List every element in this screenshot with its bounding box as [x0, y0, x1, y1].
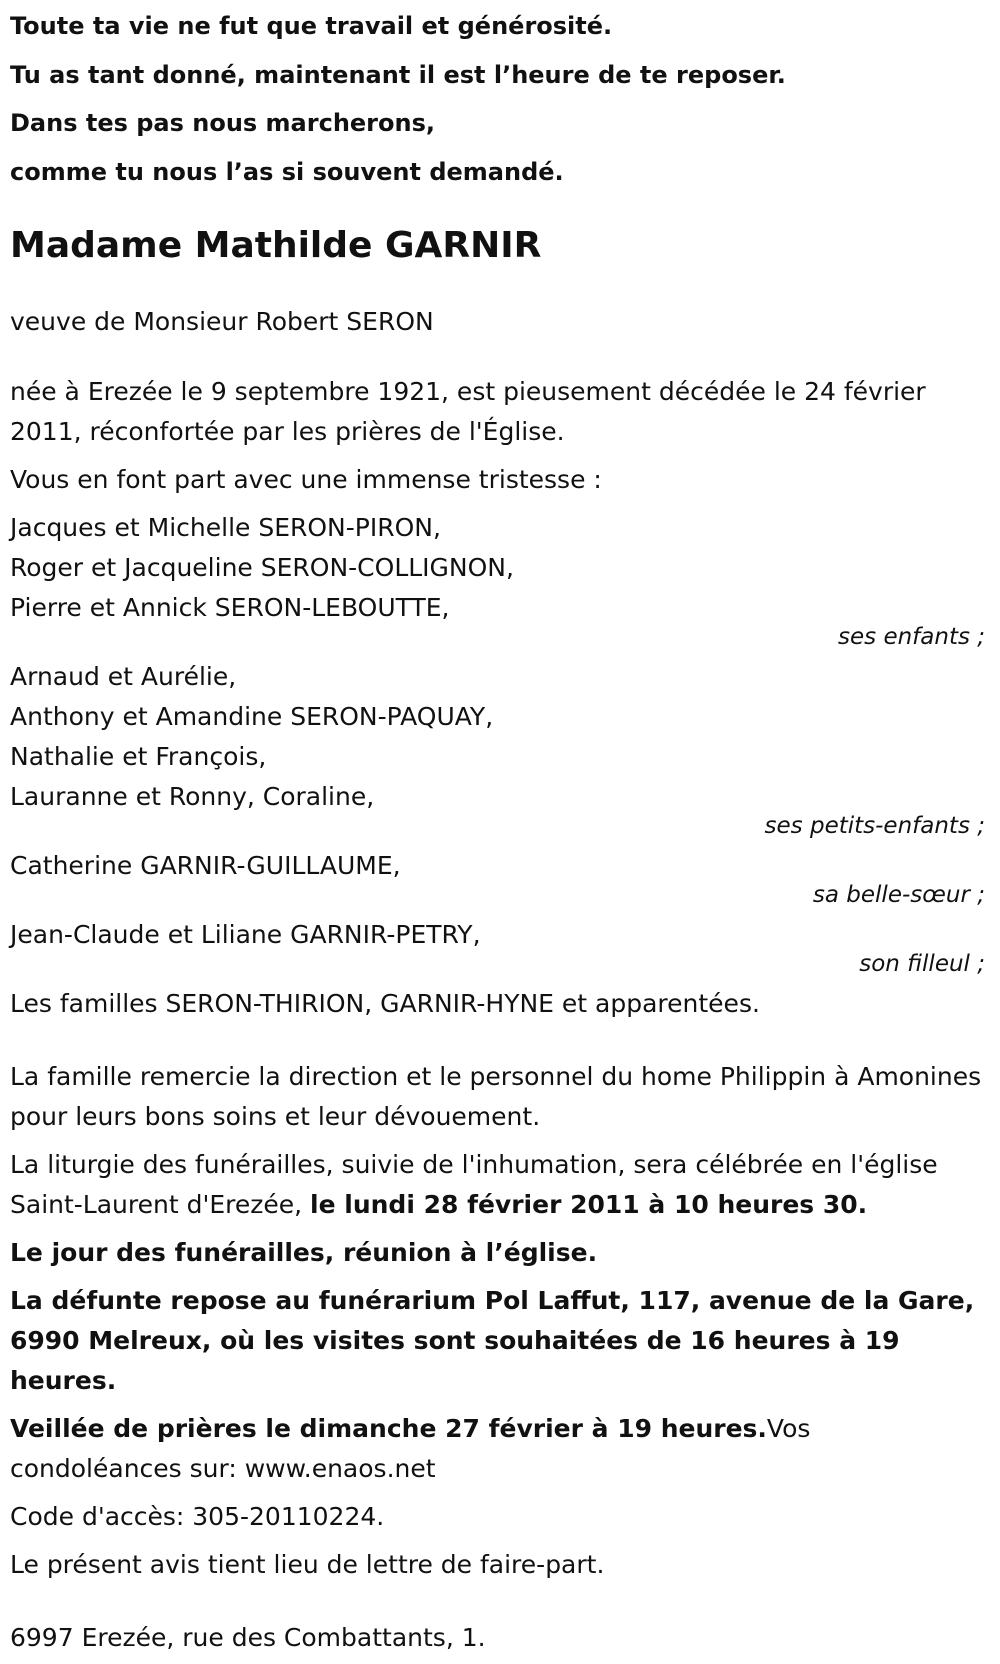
announcement-line: Vous en font part avec une immense tristesse :	[10, 465, 602, 494]
deceased-name: Madame Mathilde GARNIR	[10, 225, 542, 266]
grandchildren-group	[10, 657, 985, 838]
vigil-text: Veillée de prières le dimanche 27 février à 19 heures.	[10, 1414, 767, 1443]
families-line: Les familles SERON-THIRION, GARNIR-HYNE et apparentées.	[10, 989, 760, 1018]
family-name-line: Nathalie et François,	[10, 742, 267, 771]
poem	[10, 0, 985, 196]
relation-label: son filleul ;	[859, 951, 985, 977]
family-name-line: Anthony et Amandine SERON-PAQUAY,	[10, 702, 494, 731]
obituary-notice	[10, 0, 985, 1658]
funeral-home-paragraph: La défunte repose au funérarium Pol Laffut, 117, avenue de la Gare, 6990 Melreux, où les visites sont souhaitées de 16 heures à 19 heures.	[10, 1286, 975, 1395]
thanks-paragraph: La famille remercie la direction et le personnel du home Philippin à Amonines pour leurs bons soins et leur dévouement.	[10, 1062, 982, 1131]
sister-in-law-group	[10, 846, 985, 907]
relation-label: sa belle-sœur ;	[812, 882, 985, 908]
godson-group	[10, 915, 985, 976]
notice-line: Le présent avis tient lieu de lettre de faire-part.	[10, 1550, 605, 1579]
relation-label: ses enfants ;	[838, 624, 985, 650]
liturgy-date: le lundi 28 février 2011 à 10 heures 30.	[310, 1190, 868, 1219]
family-name-line: Arnaud et Aurélie,	[10, 662, 237, 691]
meeting-line: Le jour des funérailles, réunion à l’église.	[10, 1238, 598, 1267]
children-group	[10, 508, 985, 649]
poem-line: comme tu nous l’as si souvent demandé.	[10, 157, 564, 186]
family-name-line: Jean-Claude et Liliane GARNIR-PETRY,	[10, 920, 481, 949]
poem-line: Dans tes pas nous marcherons,	[10, 109, 435, 137]
poem-line: Tu as tant donné, maintenant il est l’heure de te reposer.	[10, 60, 786, 89]
liturgy-text: La liturgie des funérailles, suivie de l'inhumation, sera célébrée en l'église Saint-Laurent d'Erezée,	[10, 1150, 938, 1219]
relation-label: ses petits-enfants ;	[764, 813, 985, 839]
family-name-line: Catherine GARNIR-GUILLAUME,	[10, 851, 401, 880]
family-name-line: Roger et Jacqueline SERON-COLLIGNON,	[10, 553, 514, 582]
condolences-text: Vos condoléances sur: www.enaos.net	[10, 1414, 811, 1483]
family-name-line: Lauranne et Ronny, Coraline,	[10, 782, 375, 811]
family-name-line: Jacques et Michelle SERON-PIRON,	[10, 513, 441, 542]
widow-line: veuve de Monsieur Robert SERON	[10, 307, 434, 336]
birth-death-paragraph: née à Erezée le 9 septembre 1921, est pieusement décédée le 24 février 2011, réconfortée par les prières de l'Église.	[10, 377, 926, 446]
poem-line: Toute ta vie ne fut que travail et générosité.	[10, 12, 613, 40]
family-name-line: Pierre et Annick SERON-LEBOUTTE,	[10, 593, 450, 622]
liturgy-paragraph	[10, 1145, 985, 1225]
vigil-paragraph	[10, 1409, 985, 1489]
access-code-line: Code d'accès: 305-20110224.	[10, 1502, 385, 1531]
address-line: 6997 Erezée, rue des Combattants, 1.	[10, 1623, 486, 1652]
